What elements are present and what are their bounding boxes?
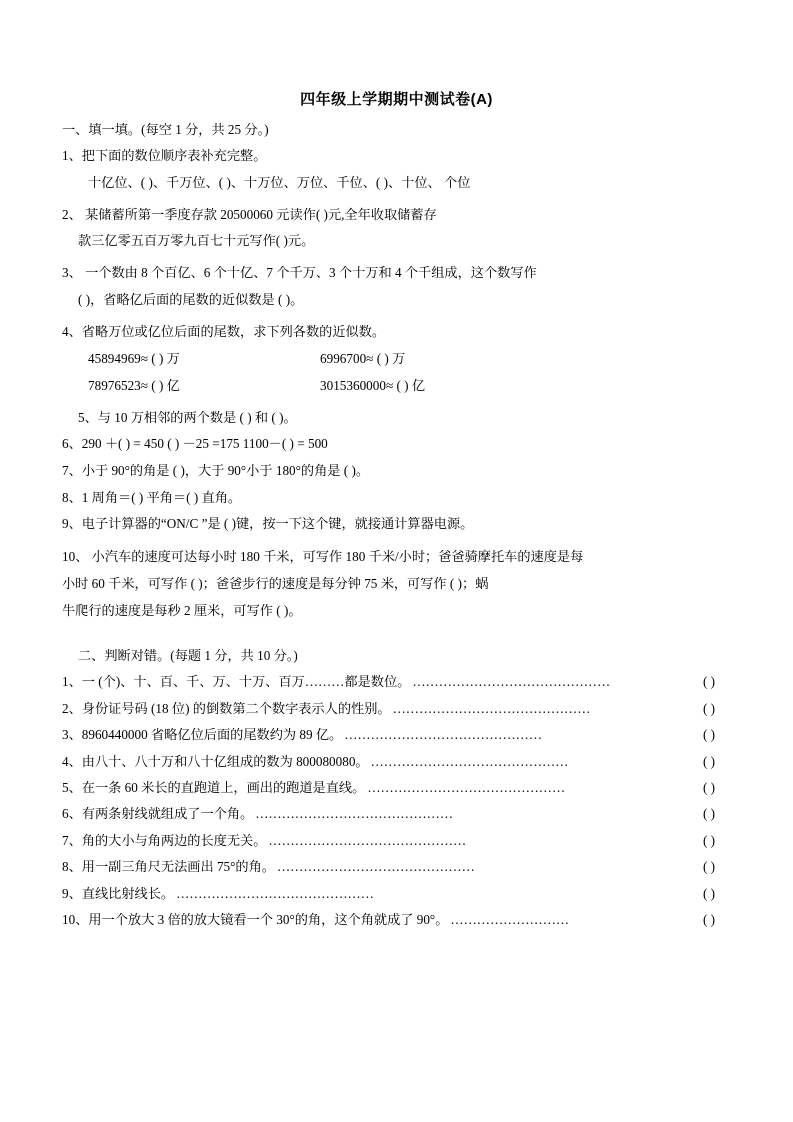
leader-dots: ……………………………………… [255, 806, 454, 822]
true-false-text: 2、身份证号码 (18 位) 的倒数第二个数字表示人的性别。 [62, 700, 391, 716]
question-9: 9、电子计算器的“ON/C ”是 ( )键，按一下这个键，就接通计算器电源。 [62, 516, 474, 532]
answer-blank[interactable]: ( ) [702, 832, 716, 848]
answer-blank[interactable]: ( ) [702, 674, 716, 690]
true-false-text: 8、用一副三角尺无法画出 75°的角。 [62, 859, 275, 875]
leader-dots: ……………………………………… [276, 859, 475, 875]
list-item [62, 669, 731, 695]
list-item [62, 801, 731, 827]
answer-blank[interactable]: ( ) [702, 859, 716, 875]
question-5: 5、与 10 万相邻的两个数是 ( ) 和 ( )。 [78, 410, 297, 426]
question-3-line1: 3、 一个数由 8 个百亿、6 个十亿、7 个千万、3 个十万和 4 个千组成，这个数写作 [62, 265, 537, 281]
leader-dots: ……………………………………… [392, 700, 591, 716]
list-item [62, 696, 731, 722]
question-4-row-1-right: 6996700≈ ( ) 万 [320, 351, 406, 367]
question-2-line2: 款三亿零五百万零九百七十元写作( )元。 [78, 233, 315, 249]
question-10-line1: 10、 小汽车的速度可达每小时 180 千米，可写作 180 千米/小时；爸爸骑摩托车的速度是每 [62, 549, 584, 565]
section-heading-true-false: 二、判断对错。(每题 1 分，共 10 分。) [78, 648, 298, 664]
question-7: 7、小于 90°的角是 ( )，大于 90°小于 180°的角是 ( )。 [62, 462, 370, 478]
true-false-text: 5、在一条 60 米长的直跑道上，画出的跑道是直线。 [62, 780, 366, 796]
answer-blank[interactable]: ( ) [702, 912, 716, 928]
list-item [62, 828, 731, 854]
answer-blank[interactable]: ( ) [702, 885, 716, 901]
question-1: 1、把下面的数位顺序表补充完整。 [62, 148, 267, 164]
leader-dots: ……………………………………… [412, 674, 611, 690]
list-item [62, 749, 731, 775]
answer-blank[interactable]: ( ) [702, 780, 716, 796]
true-false-text: 7、角的大小与角两边的长度无关。 [62, 832, 267, 848]
list-item [62, 722, 731, 748]
true-false-text: 6、有两条射线就组成了一个角。 [62, 806, 254, 822]
list-item [62, 854, 731, 880]
true-false-list [62, 669, 731, 933]
question-8: 8、1 周角＝( ) 平角＝( ) 直角。 [62, 489, 242, 505]
question-3-line2: ( )，省略亿后面的尾数的近似数是 ( )。 [78, 291, 304, 307]
question-2-line1: 2、 某储蓄所第一季度存款 20500060 元读作( )元,全年收取储蓄存 [62, 206, 437, 222]
answer-blank[interactable]: ( ) [702, 700, 716, 716]
question-4-row-2-left: 78976523≈ ( ) 亿 [88, 378, 180, 394]
list-item [62, 881, 731, 907]
true-false-text: 3、8960440000 省略亿位后面的尾数约为 89 亿。 [62, 727, 343, 743]
section-heading-fill-in: 一、填一填。(每空 1 分，共 25 分。) [62, 122, 269, 137]
question-1-blanks: 十亿位、( )、千万位、( )、十万位、万位、千位、( )、十位、 个位 [88, 174, 471, 190]
answer-blank[interactable]: ( ) [702, 806, 716, 822]
question-4-row-1-left: 45894969≈ ( ) 万 [88, 351, 180, 367]
true-false-text: 4、由八十、八十万和八十亿组成的数为 800080080。 [62, 753, 369, 769]
question-4-row-2-right: 3015360000≈ ( ) 亿 [320, 378, 426, 394]
leader-dots: ……………………………………… [370, 753, 569, 769]
list-item [62, 775, 731, 801]
question-10-line3: 牛爬行的速度是每秒 2 厘米，可写作 ( )。 [62, 602, 302, 618]
answer-blank[interactable]: ( ) [702, 727, 716, 743]
leader-dots: ……………………………………… [268, 832, 467, 848]
list-item [62, 907, 731, 933]
true-false-text: 9、直线比射线长。 [62, 885, 175, 901]
true-false-text: 10、用一个放大 3 倍的放大镜看一个 30°的角，这个角就成了 90°。 [62, 912, 449, 928]
leader-dots: ……………………… [450, 912, 570, 928]
question-10-line2: 小时 60 千米，可写作 ( )；爸爸步行的速度是每分钟 75 米，可写作 ( )；蜗 [62, 575, 489, 591]
question-4: 4、省略万位或亿位后面的尾数，求下列各数的近似数。 [62, 323, 386, 339]
question-4-row-1 [62, 345, 731, 372]
question-6: 6、290 ＋( ) = 450 ( ) －25 =175 1100－( ) = 500 [62, 436, 328, 452]
answer-blank[interactable]: ( ) [702, 753, 716, 769]
leader-dots: ……………………………………… [367, 780, 566, 796]
question-4-row-2 [62, 372, 731, 399]
true-false-text: 1、一 (个)、十、百、千、万、十万、百万………都是数位。 [62, 674, 411, 690]
page-title: 四年级上学期期中测试卷(A) [300, 91, 493, 108]
leader-dots: ……………………………………… [176, 885, 374, 901]
leader-dots: ……………………………………… [344, 727, 543, 743]
